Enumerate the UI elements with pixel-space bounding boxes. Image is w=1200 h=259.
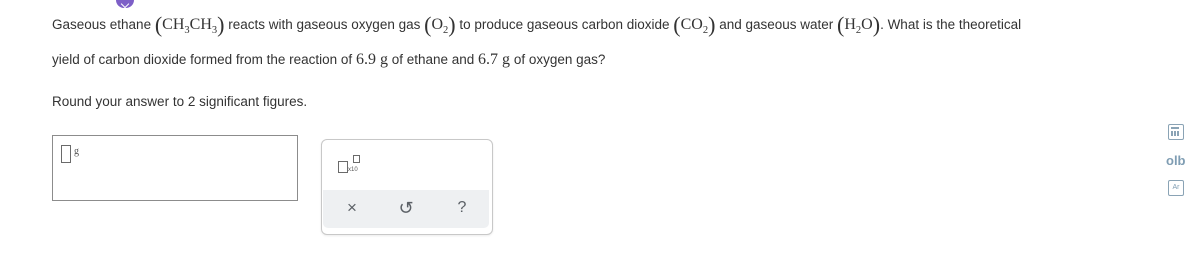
question-text-part: of ethane and <box>391 52 475 67</box>
calculator-icon[interactable] <box>1168 124 1184 140</box>
paren-close: ) <box>872 12 881 37</box>
oxygen-mass: 6.7 g <box>478 51 511 68</box>
question-text-part: reacts with gaseous oxygen gas <box>228 17 421 32</box>
paren-close: ) <box>217 12 225 37</box>
paren-open: ( <box>837 12 845 37</box>
sci-label: x10 <box>348 167 358 173</box>
question-text-part: Gaseous ethane <box>52 17 152 32</box>
paren-close: ) <box>448 12 456 37</box>
formula-subscript: 2 <box>443 25 449 36</box>
answer-unit: g <box>74 146 79 157</box>
rounding-instruction: Round your answer to 2 significant figures. <box>52 94 308 109</box>
answer-input[interactable] <box>61 145 71 163</box>
question-line-2 <box>52 52 605 68</box>
ethane-mass: 6.9 g <box>355 51 388 68</box>
sci-base-slot <box>338 161 348 173</box>
formula-subscript: 3 <box>211 25 218 36</box>
answer-box[interactable] <box>52 135 298 201</box>
formula-subscript: 2 <box>855 25 862 36</box>
co2-formula <box>680 16 709 36</box>
question-text-part: . What is the theoretical <box>880 17 1022 32</box>
data-chart-icon[interactable]: olb <box>1166 153 1186 168</box>
scientific-notation-button[interactable] <box>336 153 368 177</box>
oxygen-formula <box>431 16 449 36</box>
formula-part: CH <box>189 16 212 33</box>
paren-open: ( <box>424 12 432 37</box>
sci-exponent-slot <box>353 155 360 163</box>
question-text-part: yield of carbon dioxide formed from the reaction of <box>52 52 353 67</box>
periodic-table-icon[interactable]: Ar <box>1168 180 1184 196</box>
formula-part: H <box>844 16 856 33</box>
paren-close: ) <box>708 12 716 37</box>
formula-part: O <box>431 16 444 33</box>
collapse-tab[interactable] <box>116 0 134 8</box>
help-icon[interactable]: ? <box>457 199 467 216</box>
formula-part: CO <box>680 16 703 33</box>
palette-action-bar <box>323 190 489 228</box>
formula-part: O <box>861 16 873 33</box>
paren-open: ( <box>154 12 163 37</box>
formula-subscript: 2 <box>702 25 709 36</box>
formula-part: CH <box>162 16 185 33</box>
water-formula <box>844 16 873 36</box>
math-palette <box>321 139 493 235</box>
question-text-part: of oxygen gas? <box>513 52 606 67</box>
formula-subscript: 3 <box>184 25 190 36</box>
question-line-1 <box>52 14 1021 37</box>
question-text-part: to produce gaseous carbon dioxide <box>459 17 670 32</box>
clear-icon[interactable]: × <box>347 198 357 217</box>
paren-open: ( <box>673 12 681 37</box>
ethane-formula <box>162 16 218 36</box>
undo-icon[interactable]: ↺ <box>398 198 414 218</box>
question-text-part: and gaseous water <box>719 17 834 32</box>
